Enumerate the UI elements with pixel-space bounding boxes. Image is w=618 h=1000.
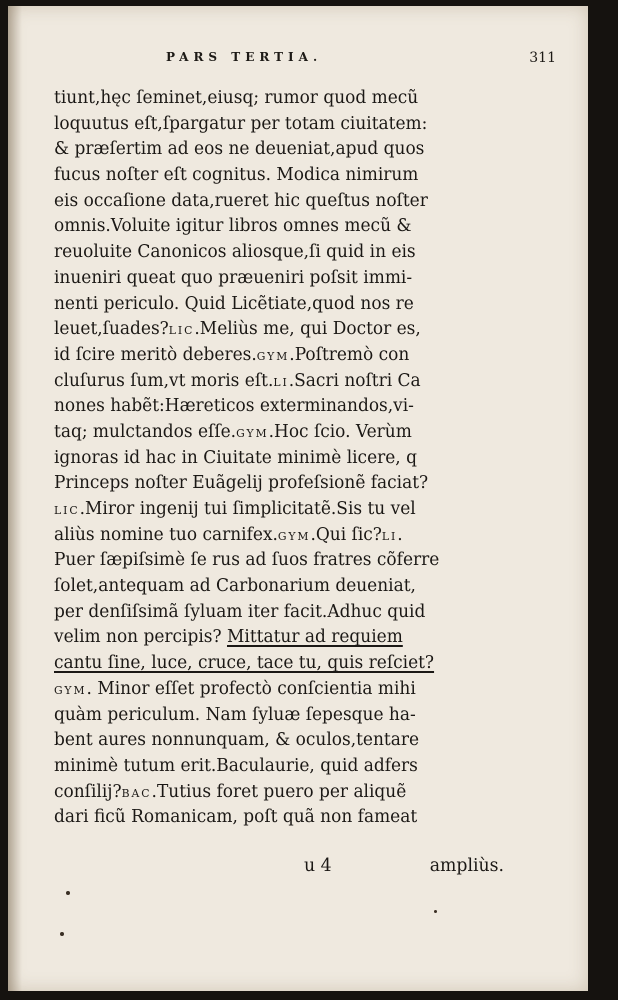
text-line — [54, 548, 506, 574]
text-line — [54, 240, 506, 266]
text-segment: omnis.Voluite igitur libros omnes mecũ & — [54, 216, 412, 237]
text-segment: aliùs nomine tuo carnifex. — [54, 524, 278, 545]
text-line — [54, 137, 506, 163]
text-segment: loquutus eſt,ſpargatur per totam ciuitatem: — [54, 113, 428, 134]
text-line — [54, 677, 506, 703]
text-line — [54, 780, 506, 806]
text-line — [54, 112, 506, 138]
text-line — [54, 343, 506, 369]
text-line — [54, 189, 506, 215]
text-line — [54, 497, 506, 523]
text-line — [54, 163, 506, 189]
text-segment: taq; mulctandos eſſe. — [54, 421, 237, 442]
text-segment: nones habẽt:Hæreticos exterminandos,vi- — [54, 396, 414, 417]
text-line — [54, 446, 506, 472]
ink-spot — [66, 891, 70, 895]
text-line — [54, 574, 506, 600]
text-segment: ignoras id hac in Ciuitate minimè licere, q — [54, 447, 417, 468]
speaker-abbrev: LI — [273, 375, 289, 389]
running-title: PARS TERTIA. — [166, 50, 323, 64]
text-segment: Puer ſæpiſsimè ſe rus ad ſuos fratres cõferre — [54, 550, 440, 571]
speaker-abbrev: LIC — [54, 504, 80, 517]
text-block — [54, 86, 514, 831]
speaker-abbrev: GYM — [256, 349, 290, 363]
text-line — [54, 805, 506, 831]
text-segment: minimè tutum erit.Baculaurie, quid adfers — [54, 755, 418, 776]
text-line — [54, 728, 506, 754]
speaker-abbrev: GYM — [54, 683, 87, 697]
text-segment: .Miror ingenij tui ſimplicitatẽ.Sis tu vel — [79, 499, 416, 519]
speaker-abbrev: GYM — [236, 426, 269, 440]
text-line — [54, 625, 506, 651]
text-segment: cluſurus ſum,vt moris eſt. — [54, 370, 274, 391]
text-segment: .Sacri noſtri Ca — [288, 370, 421, 391]
text-segment: reuoluite Canonicos aliosque,ſi quid in eis — [54, 242, 416, 263]
text-segment: quàm periculum. Nam ſyluæ ſepesque ha- — [54, 704, 416, 725]
text-line — [54, 86, 506, 112]
text-segment: . — [397, 524, 403, 545]
text-segment: tiunt,hęc ſeminet,eiusq; rumor quod mecũ — [54, 88, 419, 108]
text-line — [54, 369, 506, 395]
text-segment: eis occaſione data,rueret hic queſtus noſter — [54, 190, 428, 211]
text-line — [54, 471, 506, 497]
speaker-abbrev: GYM — [277, 529, 311, 543]
text-line — [54, 266, 506, 292]
underlined-passage: Mittatur ad requiem — [226, 627, 403, 648]
text-segment: .Hoc ſcio. Verùm — [268, 421, 412, 442]
signature-mark: u 4 — [304, 856, 332, 876]
text-segment: dari ficũ Romanicam, poſt quã non fameat — [54, 807, 418, 828]
text-line — [54, 754, 506, 780]
speaker-abbrev: BAC — [121, 786, 152, 800]
text-segment: . Minor eſſet profectò conſcientia mihi — [86, 678, 416, 699]
text-segment: id ſcire meritò deberes. — [54, 344, 257, 365]
text-line — [54, 651, 506, 677]
text-segment: Princeps noſter Euãgelij profeſsionẽ faciat? — [54, 473, 429, 494]
text-line — [54, 292, 506, 318]
book-page — [8, 6, 588, 991]
text-line — [54, 523, 506, 549]
text-segment: .Tutius foret puero per aliquẽ — [151, 781, 407, 802]
speaker-abbrev: LIC — [168, 324, 195, 338]
binding-shadow — [8, 6, 22, 991]
text-segment-underlined: velim non percipis? — [54, 627, 227, 648]
text-segment: ſolet,antequam ad Carbonarium deueniat, — [54, 576, 416, 597]
text-segment: per denſiſsimã ſyluam iter facit.Adhuc quid — [54, 601, 426, 622]
text-segment: inueniri queat quo præueniri poſsit immi- — [54, 267, 413, 288]
text-segment-underlined: cantu ſine, luce, cruce, tace tu, quis reſciet? — [54, 653, 435, 674]
text-line — [54, 703, 506, 729]
ink-spot — [60, 932, 64, 936]
text-line — [54, 214, 506, 240]
page-number: 311 — [529, 50, 556, 66]
ink-spot — [434, 910, 437, 913]
text-line — [54, 600, 506, 626]
speaker-abbrev: LI — [381, 529, 398, 543]
text-segment: conſilij? — [54, 781, 122, 802]
text-segment: bent aures nonnunquam, & oculos,tentare — [54, 730, 420, 751]
text-segment: leuet,ſuades? — [54, 319, 169, 340]
running-head — [48, 50, 558, 76]
page-footer — [54, 856, 514, 882]
text-segment: & præſertim ad eos ne deueniat,apud quos — [54, 139, 425, 160]
text-segment: nenti periculo. Quid Licẽtiate,quod nos re — [54, 293, 414, 314]
text-line — [54, 317, 506, 343]
catchword: ampliùs. — [429, 856, 504, 876]
text-line — [54, 420, 506, 446]
text-segment: .Qui ſic? — [310, 524, 382, 545]
text-segment: .Meliùs me, qui Doctor es, — [194, 319, 421, 340]
text-segment: .Poſtremò con — [289, 344, 410, 365]
text-segment: fucus noſter eſt cognitus. Modica nimirum — [54, 165, 419, 186]
text-line — [54, 394, 506, 420]
